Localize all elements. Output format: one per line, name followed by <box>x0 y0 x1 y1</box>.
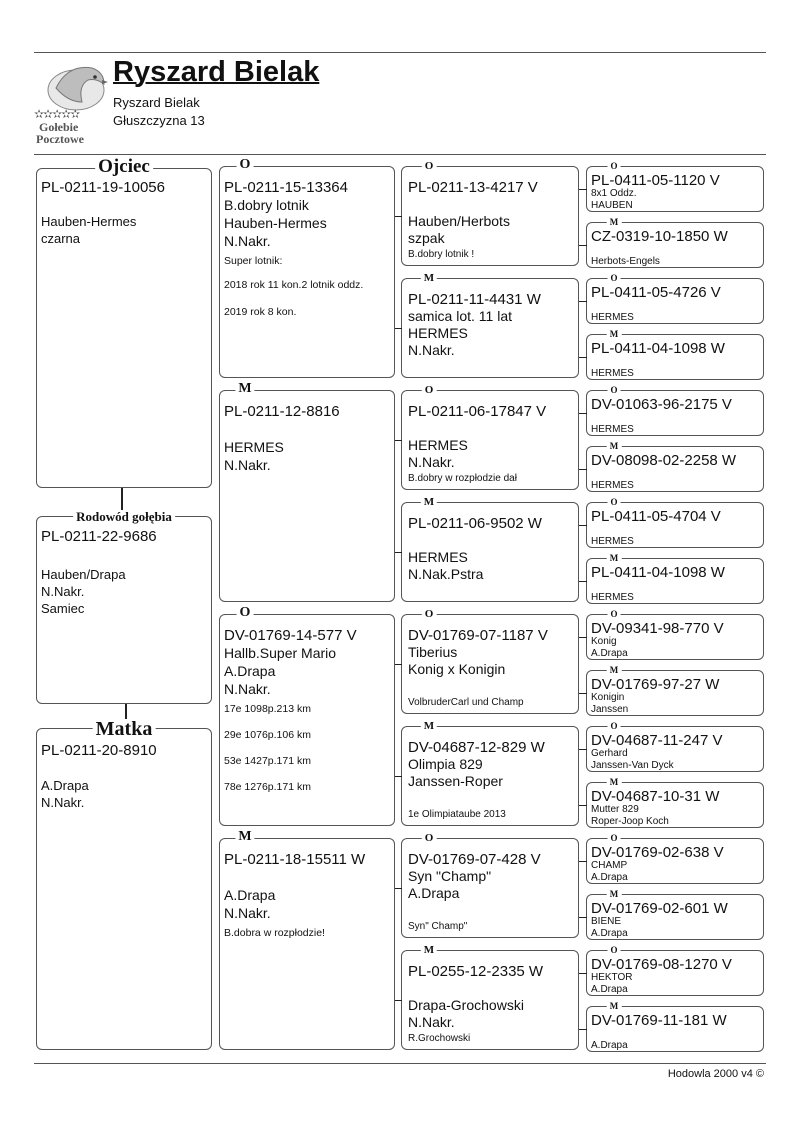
connector <box>579 581 587 582</box>
bird-info: Mutter 829 <box>591 804 639 815</box>
logo-text-2: Pocztowe <box>36 132 84 146</box>
m-legend: M <box>235 830 254 844</box>
connector <box>395 328 402 329</box>
grandsire-box <box>401 838 579 938</box>
ring-number: PL-0211-11-4431 W <box>408 291 541 308</box>
m-legend: M <box>607 778 622 787</box>
bird-info: N.Nak.Pstra <box>408 566 484 582</box>
ring-number: PL-0211-19-10056 <box>41 179 165 196</box>
bird-info: N.Nakr. <box>408 342 455 358</box>
ring-number: DV-01769-11-181 W <box>591 1012 727 1029</box>
ring-number: PL-0211-22-9686 <box>41 528 157 545</box>
mother-box <box>36 728 212 1050</box>
m-legend: M <box>421 273 437 284</box>
connector <box>579 917 587 918</box>
ring-number: DV-04687-12-829 W <box>408 739 545 756</box>
dam-box <box>219 838 395 1050</box>
ring-number: DV-01769-08-1270 V <box>591 956 732 973</box>
connector <box>579 357 587 358</box>
note: 17e 1098p.213 km <box>224 703 311 715</box>
connector <box>579 637 587 638</box>
bird-info: BIENE <box>591 916 622 927</box>
m-legend: M <box>607 554 622 563</box>
m-legend: M <box>421 945 437 956</box>
bird-info: Hallb.Super Mario <box>224 645 337 661</box>
ring-number: PL-0411-04-1098 W <box>591 564 725 581</box>
father-legend: Ojciec <box>95 157 153 176</box>
ring-number: DV-01769-07-1187 V <box>408 627 548 644</box>
m-legend: M <box>235 382 254 396</box>
connector <box>395 664 402 665</box>
bird-info: 8x1 Oddz. <box>591 188 637 199</box>
bird-info: N.Nakr. <box>41 584 85 599</box>
connector <box>395 1000 402 1001</box>
ring-number: PL-0211-06-9502 W <box>408 515 542 532</box>
great-grandsire-box <box>586 502 764 548</box>
note: B.dobry w rozpłodzie dał <box>408 473 517 484</box>
great-granddam-box <box>586 334 764 380</box>
great-granddam-box <box>586 558 764 604</box>
ring-number: PL-0211-12-8816 <box>224 403 340 420</box>
logo-text-1: Gołebie <box>39 120 79 134</box>
bird-info: A.Drapa <box>41 778 89 793</box>
bird-info: szpak <box>408 230 445 246</box>
note: 78e 1276p.171 km <box>224 781 311 793</box>
owner-address: Głuszczyzna 13 <box>113 113 205 128</box>
bird-info: Roper-Joop Koch <box>591 816 669 827</box>
ring-number: DV-04687-10-31 W <box>591 788 720 805</box>
grandsire-box <box>401 166 579 266</box>
great-granddam-box <box>586 222 764 268</box>
o-legend: O <box>422 609 437 620</box>
great-granddam-box <box>586 670 764 716</box>
ring-number: PL-0411-05-4726 V <box>591 284 721 301</box>
bird-info: Hauben/Herbots <box>408 213 510 229</box>
bird-info: Samiec <box>41 601 85 616</box>
note: 53e 1427p.171 km <box>224 755 311 767</box>
ring-number: PL-0411-05-1120 V <box>591 172 720 189</box>
bird-info: HERMES <box>591 536 634 547</box>
bird-info: A.Drapa <box>591 648 628 659</box>
bird-info: CHAMP <box>591 860 628 871</box>
bird-info: Herbots-Engels <box>591 256 660 267</box>
ring-number: DV-01769-02-601 W <box>591 900 728 917</box>
connector <box>579 749 587 750</box>
bird-info: Janssen-Roper <box>408 773 503 789</box>
ring-number: PL-0211-18-15511 W <box>224 851 366 868</box>
great-granddam-box <box>586 782 764 828</box>
note: R.Grochowski <box>408 1033 471 1044</box>
connector <box>579 805 587 806</box>
page-title: Ryszard Bielak <box>113 56 320 88</box>
connector <box>395 552 402 553</box>
great-grandsire-box <box>586 838 764 884</box>
ring-number: CZ-0319-10-1850 W <box>591 228 728 245</box>
bird-info: A.Drapa <box>591 984 628 995</box>
bird-info: Hauben-Hermes <box>224 215 327 231</box>
great-grandsire-box <box>586 950 764 996</box>
bird-info: Tiberius <box>408 644 458 660</box>
note: Super lotnik: <box>224 255 283 267</box>
top-rule <box>34 52 766 53</box>
footer-text: Hodowla 2000 v4 © <box>667 1068 764 1080</box>
pedigree-legend: Rodowód gołębia <box>73 510 175 523</box>
ring-number: PL-0211-06-17847 V <box>408 403 547 420</box>
note: 2019 rok 8 kon. <box>224 306 297 318</box>
dam-box <box>219 390 395 602</box>
father-box <box>36 168 212 488</box>
great-grandsire-box <box>586 614 764 660</box>
bird-info: HERMES <box>591 592 634 603</box>
bird-info: N.Nakr. <box>224 457 271 473</box>
connector <box>395 888 402 889</box>
bird-info: A.Drapa <box>591 928 628 939</box>
bird-info: HERMES <box>408 437 468 453</box>
o-legend: O <box>607 274 620 283</box>
connector <box>579 189 587 190</box>
ring-number: PL-0211-15-13364 <box>224 179 348 196</box>
ring-number: PL-0255-12-2335 W <box>408 963 544 980</box>
m-legend: M <box>607 1002 622 1011</box>
note: B.dobry lotnik ! <box>408 249 475 260</box>
bird-info: N.Nakr. <box>408 454 455 470</box>
grandsire-box <box>401 390 579 490</box>
bird-info: Syn "Champ" <box>408 868 492 884</box>
ring-number: DV-09341-98-770 V <box>591 620 724 637</box>
bird-info: B.dobry lotnik <box>224 197 309 213</box>
connector <box>579 693 587 694</box>
great-grandsire-box <box>586 726 764 772</box>
bird-info: N.Nakr. <box>224 681 271 697</box>
bird-info: Janssen-Van Dyck <box>591 760 674 771</box>
pigeon-icon <box>38 58 110 114</box>
bird-info: samica lot. 11 lat <box>408 308 513 324</box>
note: B.dobra w rozpłodzie! <box>224 927 325 939</box>
o-legend: O <box>607 162 620 171</box>
connector <box>579 301 587 302</box>
bird-info: HERMES <box>224 439 284 455</box>
note: VolbruderCarl und Champ <box>408 697 524 708</box>
footer-rule <box>34 1063 766 1064</box>
bird-info: Konig <box>591 636 617 647</box>
bird-info: A.Drapa <box>224 663 276 679</box>
o-legend: O <box>237 158 254 172</box>
ring-number: PL-0411-05-4704 V <box>591 508 721 525</box>
m-legend: M <box>607 330 622 339</box>
ring-number: DV-01769-97-27 W <box>591 676 720 693</box>
ring-number: DV-01769-07-428 V <box>408 851 541 868</box>
o-legend: O <box>422 833 437 844</box>
owner-name: Ryszard Bielak <box>113 95 200 110</box>
great-grandsire-box <box>586 278 764 324</box>
bird-info: Konigin <box>591 692 625 703</box>
header-rule <box>34 154 766 155</box>
connector <box>579 413 587 414</box>
o-legend: O <box>422 385 437 396</box>
logo-stars: ✫✫✫✫✫ <box>34 107 80 121</box>
bird-info: Hauben/Drapa <box>41 567 126 582</box>
m-legend: M <box>421 721 437 732</box>
granddam-box <box>401 502 579 602</box>
o-legend: O <box>607 946 620 955</box>
bird-info: Hauben-Hermes <box>41 214 137 229</box>
connector <box>579 973 587 974</box>
bird-info: HERMES <box>591 368 634 379</box>
great-grandsire-box <box>586 390 764 436</box>
ring-number: DV-08098-02-2258 W <box>591 452 737 469</box>
m-legend: M <box>607 890 622 899</box>
great-grandsire-box <box>586 166 764 212</box>
ring-number: DV-01769-14-577 V <box>224 627 357 644</box>
sire-box <box>219 166 395 378</box>
connector <box>579 525 587 526</box>
bird-info: N.Nakr. <box>224 905 271 921</box>
note: 29e 1076p.106 km <box>224 729 311 741</box>
bird-info: A.Drapa <box>591 1040 628 1051</box>
bird-info: Olimpia 829 <box>408 756 483 772</box>
m-legend: M <box>421 497 437 508</box>
o-legend: O <box>607 498 620 507</box>
bird-info: HAUBEN <box>591 200 633 211</box>
bird-info: czarna <box>41 231 81 246</box>
bird-info: HERMES <box>591 312 634 323</box>
o-legend: O <box>607 834 620 843</box>
connector <box>395 216 402 217</box>
note: 1e Olimpiataube 2013 <box>408 809 506 820</box>
bird-info: Gerhard <box>591 748 628 759</box>
mother-legend: Matka <box>93 719 156 739</box>
o-legend: O <box>607 386 620 395</box>
connector <box>579 469 587 470</box>
m-legend: M <box>607 218 622 227</box>
bird-info: A.Drapa <box>591 872 628 883</box>
great-granddam-box <box>586 446 764 492</box>
granddam-box <box>401 950 579 1050</box>
great-granddam-box <box>586 1006 764 1052</box>
bird-info: Drapa-Grochowski <box>408 997 524 1013</box>
bird-info: HERMES <box>408 549 468 565</box>
granddam-box <box>401 726 579 826</box>
ring-number: DV-01063-96-2175 V <box>591 396 732 413</box>
bird-info: Konig x Konigin <box>408 661 506 677</box>
connector <box>579 1029 587 1030</box>
o-legend: O <box>237 606 254 620</box>
bird-info: N.Nakr. <box>41 795 85 810</box>
great-granddam-box <box>586 894 764 940</box>
granddam-box <box>401 278 579 378</box>
sire-box <box>219 614 395 826</box>
ring-number: PL-0211-20-8910 <box>41 742 157 759</box>
bird-info: Janssen <box>591 704 629 715</box>
bird-info: HEKTOR <box>591 972 633 983</box>
connector <box>395 776 402 777</box>
m-legend: M <box>607 666 622 675</box>
ring-number: DV-01769-02-638 V <box>591 844 724 861</box>
logo <box>34 58 106 146</box>
subject-box <box>36 516 212 704</box>
o-legend: O <box>607 722 620 731</box>
bird-info: N.Nakr. <box>408 1014 455 1030</box>
o-legend: O <box>607 610 620 619</box>
connector <box>579 245 587 246</box>
note: Syn" Champ" <box>408 921 468 932</box>
bird-info: HERMES <box>591 424 634 435</box>
ring-number: DV-04687-11-247 V <box>591 732 723 749</box>
m-legend: M <box>607 442 622 451</box>
bird-info: A.Drapa <box>224 887 276 903</box>
bird-info: A.Drapa <box>408 885 460 901</box>
grandsire-box <box>401 614 579 714</box>
bird-info: HERMES <box>591 480 634 491</box>
note: 2018 rok 11 kon.2 lotnik oddz. <box>224 279 364 291</box>
connector <box>579 861 587 862</box>
bird-info: HERMES <box>408 325 468 341</box>
connector <box>395 440 402 441</box>
bird-info: N.Nakr. <box>224 233 271 249</box>
o-legend: O <box>422 161 437 172</box>
ring-number: PL-0411-04-1098 W <box>591 340 725 357</box>
ring-number: PL-0211-13-4217 V <box>408 179 538 196</box>
